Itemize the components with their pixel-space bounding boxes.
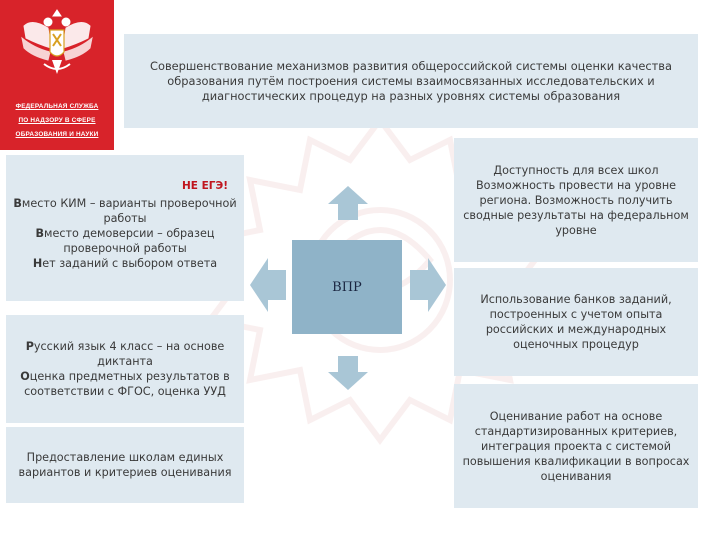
arrow-down-icon [328,356,368,390]
agency-logo [0,0,114,150]
arrow-up-icon [328,186,368,220]
left2-line-1: Русский язык 4 класс – на основе диктанта [25,340,225,368]
vpr-center-box [292,240,402,334]
logo-caption [0,100,114,142]
accessibility-box [454,138,698,262]
logo-line-2: ПО НАДЗОРУ В СФЕРЕ [18,117,96,124]
logo-line-1: ФЕДЕРАЛЬНАЯ СЛУЖБА [15,103,99,110]
left3-text: Предоставление школам единых вариантов и критериев оценивания [18,451,232,479]
left1-line-2: Вместо демоверсии – образец проверочной работы [35,227,215,255]
warning-label: НЕ ЕГЭ! [182,180,228,192]
header-text: Совершенствование механизмов развития общероссийской системы оценки качества образования путём построения системы взаимосвязанных исследовательских и диагностических процедур на разных уровнях системы образования [150,58,672,103]
right1-text: Доступность для всех школ Возможность провести на уровне региона. Возможность получить сводные результаты на федеральном уровне [463,163,689,237]
standardized-criteria-box [454,384,698,508]
left2-line-2: Оценка предметных результатов в соответствии с ФГОС, оценка УУД [20,370,230,398]
left1-line-3: Нет заданий с выбором ответа [32,257,218,270]
logo-line-3: ОБРАЗОВАНИЯ И НАУКИ [15,131,99,138]
task-banks-box [454,268,698,376]
russian-language-box [6,315,244,423]
unified-variants-box [6,427,244,503]
right2-text: Использование банков заданий, построенных с учетом опыта российских и международных оценочных процедур [480,293,672,351]
right3-text: Оценивание работ на основе стандартизированных критериев, интеграция проекта с системой повышения квалификации в вопросах оценивания [462,409,690,483]
double-headed-eagle-icon [18,4,96,88]
header-statement [124,34,698,128]
not-ege-box [6,155,244,301]
arrow-left-icon [250,258,286,312]
arrow-right-icon [410,258,446,312]
left1-line-1: Вместо КИМ – варианты проверочной работы [13,197,237,225]
vpr-label: ВПР [332,279,362,295]
